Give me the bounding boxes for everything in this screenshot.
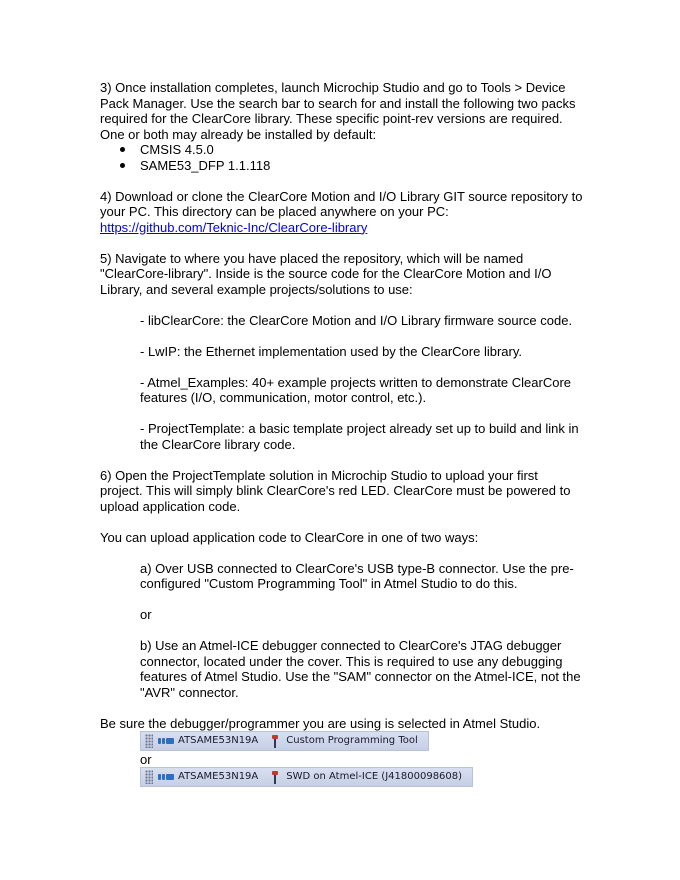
step5-text: 5) Navigate to where you have placed the repository, which will be named "ClearCore-library". Inside is the source code for the ClearCore Motion and I/O Library, and several example projects/solutions to use: xyxy=(100,250,552,297)
list-item: - libClearCore: the ClearCore Motion and I/O Library firmware source code. xyxy=(140,312,573,328)
wrench-icon xyxy=(270,771,280,784)
device-name[interactable]: ATSAME53N19A xyxy=(178,771,259,783)
or-text: or xyxy=(140,607,152,622)
document-page xyxy=(100,80,584,788)
debugger-note: Be sure the debugger/programmer you are using is selected in Atmel Studio. xyxy=(100,715,541,731)
tool-name[interactable]: Custom Programming Tool xyxy=(286,735,418,747)
step4-text: 4) Download or clone the ClearCore Motion and I/O Library GIT source repository to your PC. This directory can be placed anywhere on your PC: xyxy=(100,188,583,219)
upload-option-a: a) Over USB connected to ClearCore's USB type-B connector. Use the pre-configured "Custom Programming Tool" in Atmel Studio to do this. xyxy=(140,560,574,591)
wrench-icon xyxy=(270,735,280,748)
list-item: SAME53_DFP 1.1.118 xyxy=(100,158,584,174)
device-chip-icon xyxy=(158,736,174,746)
grip-icon xyxy=(145,770,153,784)
grip-icon xyxy=(145,734,153,748)
step6-text: 6) Open the ProjectTemplate solution in Microchip Studio to upload your first project. This will simply blink ClearCore's red LED. ClearCore must be powered to upload application code. xyxy=(100,467,571,514)
toolbar-swd-atmel-ice[interactable] xyxy=(140,767,473,787)
bullet-icon xyxy=(120,163,125,168)
or-text: or xyxy=(140,751,152,767)
list-item: - Atmel_Examples: 40+ example projects written to demonstrate ClearCore features (I/O, communication, motor control, etc.). xyxy=(140,374,571,405)
upload-intro: You can upload application code to ClearCore in one of two ways: xyxy=(100,529,479,545)
step3-text: 3) Once installation completes, launch Microchip Studio and go to Tools > Device Pack Manager. Use the search bar to search for and install the following two packs required for the ClearCore library. These specific point-rev versions are required. One or both may already be installed by default: xyxy=(100,80,576,142)
toolbar-custom-programming[interactable] xyxy=(140,731,429,751)
tool-name[interactable]: SWD on Atmel-ICE (J41800098608) xyxy=(286,771,463,783)
pack-list xyxy=(100,142,584,173)
device-chip-icon xyxy=(158,772,174,782)
device-name[interactable]: ATSAME53N19A xyxy=(178,735,259,747)
upload-option-b: b) Use an Atmel-ICE debugger connected to ClearCore's JTAG debugger connector, located under the cover. This is required to use any debugging features of Atmel Studio. Use the "SAM" connector on the Atmel-ICE, not the "AVR" connector. xyxy=(140,638,581,700)
bullet-icon xyxy=(120,147,125,152)
repository-link[interactable]: https://github.com/Teknic-Inc/ClearCore-library xyxy=(100,219,368,235)
list-item: - ProjectTemplate: a basic template project already set up to build and link in the ClearCore library code. xyxy=(140,421,579,452)
list-item: CMSIS 4.5.0 xyxy=(100,142,584,158)
list-item: - LwIP: the Ethernet implementation used by the ClearCore library. xyxy=(140,343,522,359)
